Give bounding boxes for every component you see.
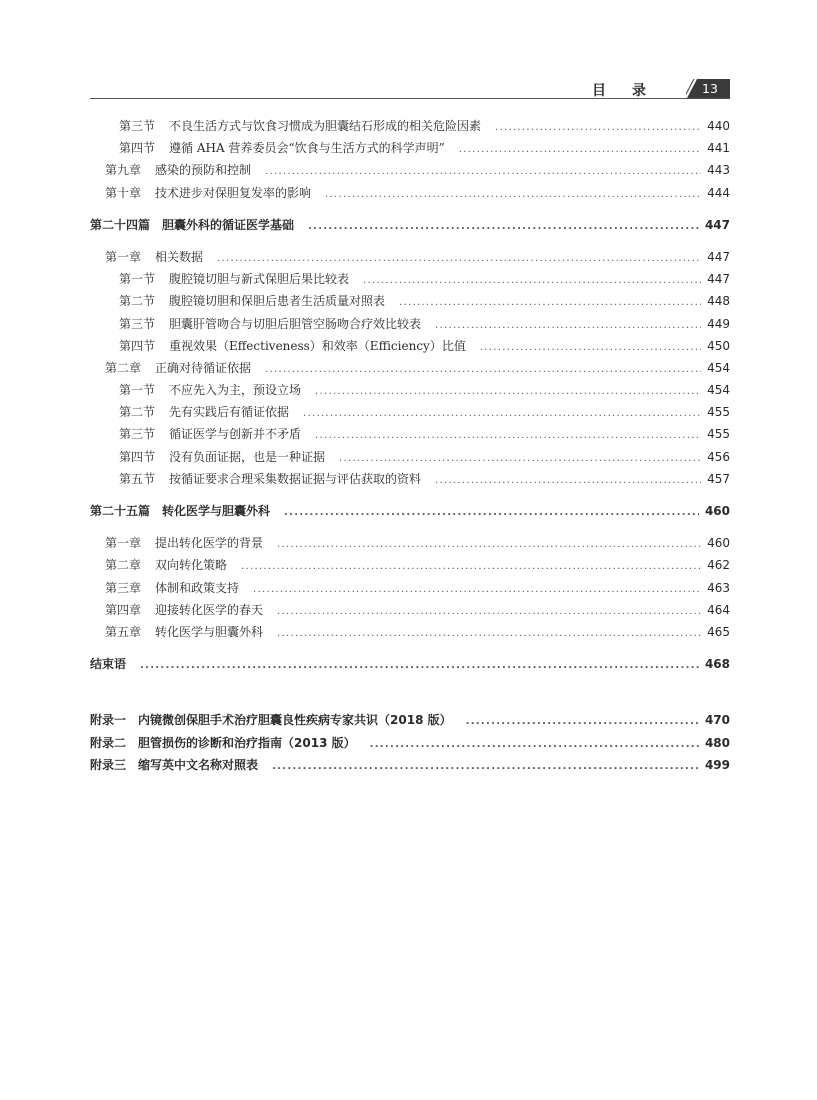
entry-title: 胆管损伤的诊断和治疗指南（2013 版） xyxy=(138,735,356,750)
entry-title: 按循证要求合理采集数据证据与评估获取的资料 xyxy=(169,471,422,486)
entry-number: 第一节 xyxy=(119,383,156,398)
entry-number: 第二节 xyxy=(119,294,156,309)
dot-leader xyxy=(325,184,701,206)
entry-title: 腹腔镜切胆与新式保胆后果比较表 xyxy=(169,272,350,287)
entry-number: 第三节 xyxy=(119,316,156,331)
entry-title: 重视效果（Effectiveness）和效率（Efficiency）比值 xyxy=(169,338,466,353)
entry-page: 470 xyxy=(704,713,730,728)
entry-number: 第五章 xyxy=(105,624,142,639)
dot-leader xyxy=(265,161,701,183)
entry-number: 第二章 xyxy=(105,558,142,573)
entry-page: 450 xyxy=(707,338,730,353)
page-header xyxy=(90,79,730,99)
entry-page: 456 xyxy=(707,449,730,464)
entry-page: 468 xyxy=(704,657,730,672)
toc-entry-section[interactable] xyxy=(90,335,730,357)
entry-title: 腹腔镜切胆和保胆后患者生活质量对照表 xyxy=(169,294,386,309)
entry-number: 附录一 xyxy=(90,713,127,728)
entry-number: 第五节 xyxy=(119,471,156,486)
toc-entry-part[interactable] xyxy=(90,500,730,522)
toc-entry-epilogue[interactable] xyxy=(90,653,730,675)
entry-title: 体制和政策支持 xyxy=(155,580,240,595)
entry-title: 正确对待循证依据 xyxy=(155,360,252,375)
toc-entry-chapter[interactable] xyxy=(90,246,730,268)
entry-page: 464 xyxy=(707,602,730,617)
toc-entry-chapter[interactable] xyxy=(90,577,730,599)
entry-number: 第一节 xyxy=(119,272,156,287)
dot-leader xyxy=(308,216,699,238)
toc-entry-section[interactable] xyxy=(90,268,730,290)
entry-number: 附录三 xyxy=(90,757,127,772)
entry-title: 先有实践后有循证依据 xyxy=(169,405,290,420)
entry-page: 480 xyxy=(704,735,730,750)
entry-page: 499 xyxy=(704,757,730,772)
entry-number: 第三章 xyxy=(105,580,142,595)
dot-leader xyxy=(399,292,701,314)
dot-leader xyxy=(315,425,701,447)
entry-number: 第三节 xyxy=(119,427,156,442)
entry-number: 第四章 xyxy=(105,602,142,617)
toc-entry-appendix[interactable] xyxy=(90,754,730,776)
toc-entry-section[interactable] xyxy=(90,290,730,312)
entry-title: 遵循 AHA 营养委员会“饮食与生活方式的科学声明” xyxy=(169,141,445,156)
entry-page: 460 xyxy=(704,504,730,518)
table-of-contents xyxy=(90,115,730,776)
dot-leader xyxy=(284,502,699,524)
entry-title: 提出转化医学的背景 xyxy=(155,536,264,551)
dot-leader xyxy=(217,248,701,270)
toc-entry-chapter[interactable] xyxy=(90,357,730,379)
dot-leader xyxy=(277,534,701,556)
entry-title: 转化医学与胆囊外科 xyxy=(162,504,271,518)
entry-title: 不应先入为主，预设立场 xyxy=(169,383,302,398)
toc-entry-chapter[interactable] xyxy=(90,621,730,643)
entry-page: 462 xyxy=(707,558,730,573)
entry-page: 465 xyxy=(707,624,730,639)
entry-title: 转化医学与胆囊外科 xyxy=(155,624,264,639)
entry-title: 结束语 xyxy=(90,657,127,672)
entry-page: 455 xyxy=(707,427,730,442)
entry-number: 第四节 xyxy=(119,449,156,464)
page-number: 13 xyxy=(702,81,718,96)
entry-number: 第一章 xyxy=(105,249,142,264)
entry-title: 感染的预防和控制 xyxy=(155,163,252,178)
toc-entry-section[interactable] xyxy=(90,379,730,401)
dot-leader xyxy=(435,470,701,492)
entry-title: 循证医学与创新并不矛盾 xyxy=(169,427,302,442)
dot-leader xyxy=(265,359,701,381)
dot-leader xyxy=(339,448,701,470)
entry-page: 444 xyxy=(707,185,730,200)
toc-entry-section[interactable] xyxy=(90,401,730,423)
page-number-tab xyxy=(686,79,730,98)
toc-entry-section[interactable] xyxy=(90,423,730,445)
entry-title: 没有负面证据，也是一种证据 xyxy=(169,449,326,464)
toc-entry-chapter[interactable] xyxy=(90,532,730,554)
entry-page: 440 xyxy=(707,119,730,133)
dot-leader xyxy=(241,556,701,578)
entry-number: 附录二 xyxy=(90,735,127,750)
dot-leader xyxy=(459,139,701,161)
toc-entry-chapter[interactable] xyxy=(90,554,730,576)
dot-leader xyxy=(140,655,699,677)
entry-number: 第四节 xyxy=(119,141,156,156)
dot-leader xyxy=(435,315,701,337)
entry-page: 449 xyxy=(707,316,730,331)
dot-leader xyxy=(480,337,701,359)
entry-number: 第二节 xyxy=(119,405,156,420)
entry-number: 第四节 xyxy=(119,338,156,353)
entry-page: 455 xyxy=(707,405,730,420)
toc-entry-chapter[interactable] xyxy=(90,159,730,181)
toc-entry-section[interactable] xyxy=(90,313,730,335)
dot-leader xyxy=(466,711,699,733)
header-title: 目录 xyxy=(592,83,672,99)
entry-number: 第一章 xyxy=(105,536,142,551)
toc-entry-chapter[interactable] xyxy=(90,599,730,621)
toc-entry-section[interactable] xyxy=(90,468,730,490)
entry-number: 第二十五篇 xyxy=(90,504,151,518)
entry-page: 457 xyxy=(707,471,730,486)
entry-page: 454 xyxy=(707,383,730,398)
entry-page: 447 xyxy=(707,272,730,287)
entry-title: 迎接转化医学的春天 xyxy=(155,602,264,617)
entry-title: 缩写英中文名称对照表 xyxy=(138,757,259,772)
dot-leader xyxy=(253,579,701,601)
toc-entry-appendix[interactable] xyxy=(90,709,730,731)
entry-title: 胆囊肝管吻合与切胆后胆管空肠吻合疗效比较表 xyxy=(169,316,422,331)
entry-page: 460 xyxy=(707,536,730,551)
entry-page: 441 xyxy=(707,141,730,156)
entry-page: 447 xyxy=(704,217,730,232)
entry-page: 443 xyxy=(707,163,730,178)
toc-entry-chapter[interactable] xyxy=(90,182,730,204)
toc-entry-section[interactable] xyxy=(90,137,730,159)
entry-page: 447 xyxy=(707,249,730,264)
entry-number: 第二十四篇 xyxy=(90,217,151,232)
entry-number: 第二章 xyxy=(105,360,142,375)
entry-title: 胆囊外科的循证医学基础 xyxy=(162,217,295,232)
toc-entry-appendix[interactable] xyxy=(90,732,730,754)
entry-number: 第三节 xyxy=(119,119,156,133)
toc-entry-section[interactable] xyxy=(90,446,730,468)
dot-leader xyxy=(272,756,699,778)
toc-entry-part[interactable] xyxy=(90,214,730,236)
dot-leader xyxy=(277,601,701,623)
toc-entry-section[interactable] xyxy=(90,115,730,137)
entry-title: 技术进步对保胆复发率的影响 xyxy=(155,185,312,200)
entry-title: 不良生活方式与饮食习惯成为胆囊结石形成的相关危险因素 xyxy=(169,119,482,133)
dot-leader xyxy=(277,623,701,645)
dot-leader xyxy=(303,403,701,425)
entry-number: 第十章 xyxy=(105,185,142,200)
entry-page: 454 xyxy=(707,360,730,375)
entry-title: 相关数据 xyxy=(155,249,204,264)
entry-page: 463 xyxy=(707,580,730,595)
entry-number: 第九章 xyxy=(105,163,142,178)
dot-leader xyxy=(315,381,701,403)
dot-leader xyxy=(370,734,699,756)
dot-leader xyxy=(495,117,701,139)
entry-title: 内镜微创保胆手术治疗胆囊良性疾病专家共识（2018 版） xyxy=(138,713,452,728)
entry-page: 448 xyxy=(707,294,730,309)
entry-title: 双向转化策略 xyxy=(155,558,228,573)
dot-leader xyxy=(363,270,701,292)
